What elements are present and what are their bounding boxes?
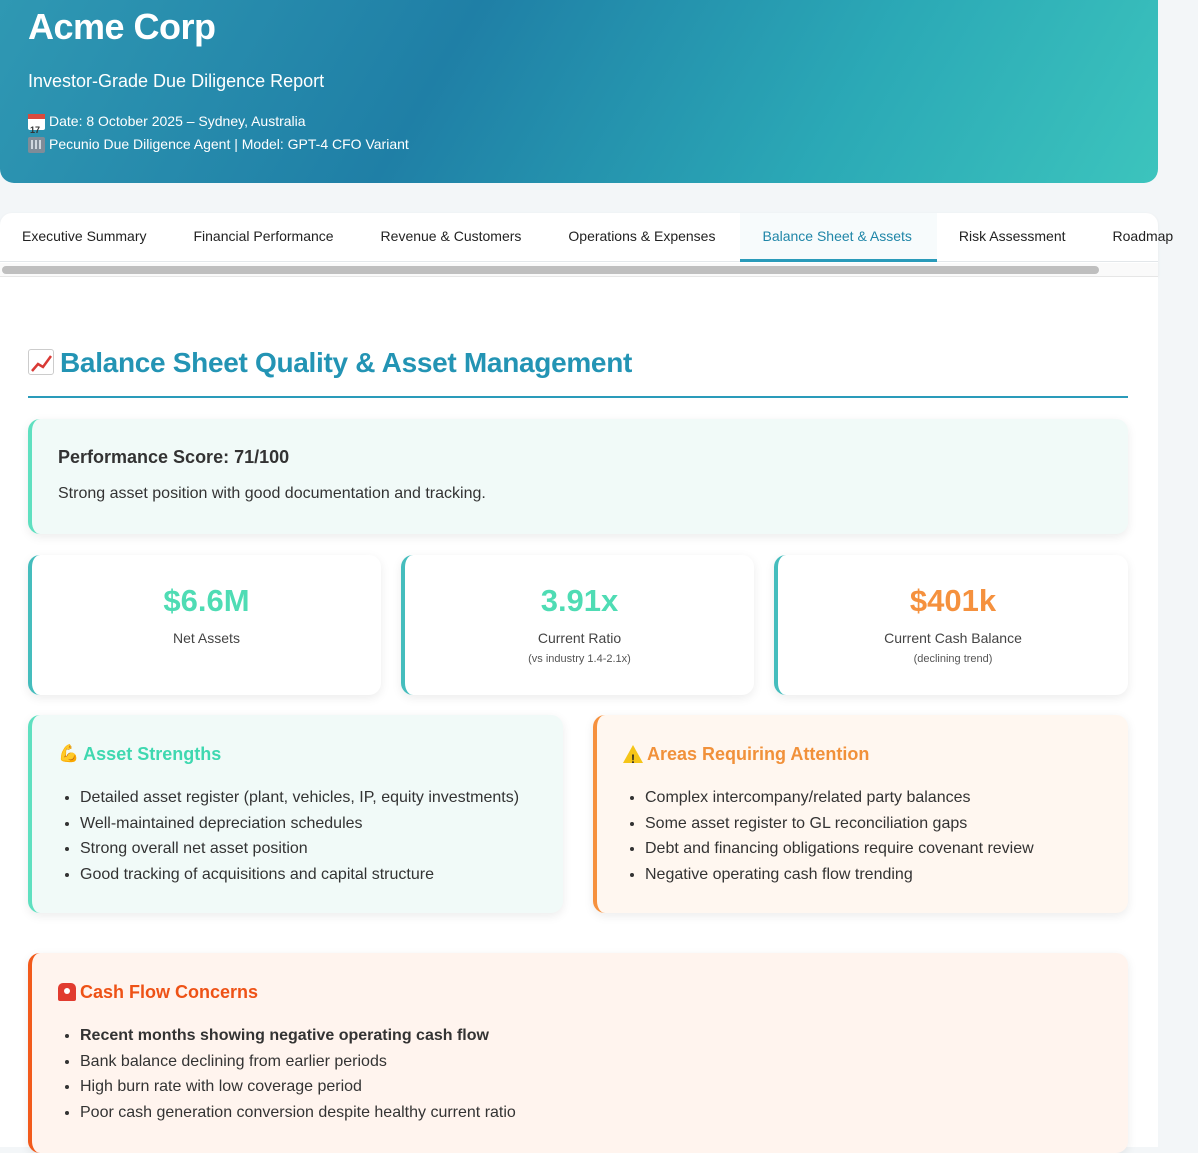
metric-card-cash-balance bbox=[774, 555, 1128, 695]
list-item: • High burn rate with low coverage period bbox=[80, 1074, 1128, 1100]
list-item: • Bank balance declining from earlier periods bbox=[80, 1049, 1128, 1075]
list-item: • Debt and financing obligations require covenant review bbox=[645, 836, 1128, 862]
list-item: • Good tracking of acquisitions and capital structure bbox=[80, 862, 563, 888]
list-item: • Recent months showing negative operating cash flow bbox=[80, 1023, 1128, 1049]
attention-heading: ! Areas Requiring Attention bbox=[623, 743, 1128, 765]
report-header bbox=[0, 0, 1158, 183]
office-building-icon bbox=[28, 137, 45, 153]
metric-note: (declining trend) bbox=[913, 653, 993, 665]
list-item: • Detailed asset register (plant, vehicles, IP, equity investments) bbox=[80, 785, 563, 811]
metric-value: $6.6M bbox=[163, 583, 250, 618]
tab-panel bbox=[0, 277, 1158, 1147]
section-header bbox=[28, 345, 1128, 398]
date-text: Date: 8 October 2025 – Sydney, Australia bbox=[49, 113, 306, 129]
tab-scrollbar-thumb[interactable] bbox=[2, 266, 1099, 274]
chart-increasing-icon bbox=[28, 349, 54, 375]
metric-value: 3.91x bbox=[540, 583, 619, 618]
list-item: • Poor cash generation conversion despite healthy current ratio bbox=[80, 1100, 1128, 1126]
attention-list bbox=[623, 785, 1128, 888]
attention-areas-card bbox=[593, 715, 1128, 913]
report-meta bbox=[28, 110, 1158, 156]
metric-card-net-assets bbox=[28, 555, 381, 695]
performance-description: Strong asset position with good documentation and tracking. bbox=[58, 485, 486, 502]
agent-text: Pecunio Due Diligence Agent | Model: GPT-4 CFO Variant bbox=[49, 136, 409, 152]
metric-label: Current Cash Balance bbox=[884, 630, 1022, 646]
tab-financial-performance[interactable]: Financial Performance bbox=[193, 228, 334, 244]
tab-revenue-customers[interactable]: Revenue & Customers bbox=[380, 228, 522, 244]
flexed-biceps-icon: 💪 bbox=[58, 744, 80, 763]
metric-label: Current Ratio bbox=[537, 630, 622, 646]
list-item: • Strong overall net asset position bbox=[80, 836, 563, 862]
metric-label: Net Assets bbox=[173, 630, 240, 646]
agent-row bbox=[28, 133, 1158, 156]
list-item: • Negative operating cash flow trending bbox=[645, 862, 1128, 888]
performance-score: Performance Score: 71/100 bbox=[58, 447, 290, 467]
company-name: Acme Corp bbox=[28, 6, 216, 47]
asset-strengths-card bbox=[28, 715, 563, 913]
tab-balance-sheet-assets[interactable]: Balance Sheet & Assets bbox=[740, 213, 936, 262]
strengths-heading: 💪 Asset Strengths bbox=[58, 744, 222, 764]
list-item: • Well-maintained depreciation schedules bbox=[80, 811, 563, 837]
performance-score-card bbox=[28, 419, 1128, 534]
cash-flow-concerns-card bbox=[28, 953, 1128, 1153]
cash-heading: Cash Flow Concerns bbox=[58, 981, 1128, 1003]
tab-risk-assessment[interactable]: Risk Assessment bbox=[958, 228, 1066, 244]
tab-scrollbar[interactable] bbox=[0, 263, 1158, 277]
strengths-list bbox=[58, 785, 563, 888]
warning-icon bbox=[623, 745, 643, 763]
siren-icon bbox=[58, 983, 76, 1001]
list-item: • Some asset register to GL reconciliation gaps bbox=[645, 811, 1128, 837]
tab-executive-summary[interactable]: Executive Summary bbox=[22, 228, 147, 244]
list-item: • Complex intercompany/related party balances bbox=[645, 785, 1128, 811]
metric-note: (vs industry 1.4-2.1x) bbox=[528, 653, 631, 665]
tab-operations-expenses[interactable]: Operations & Expenses bbox=[568, 228, 716, 244]
section-title: Balance Sheet Quality & Asset Management bbox=[60, 347, 633, 378]
tab-roadmap[interactable]: Roadmap bbox=[1112, 228, 1174, 244]
metric-value: $401k bbox=[909, 583, 997, 618]
report-subtitle: Investor-Grade Due Diligence Report bbox=[28, 71, 325, 91]
tab-bar bbox=[0, 213, 1174, 277]
date-row bbox=[28, 110, 1158, 133]
calendar-icon: 17 bbox=[28, 114, 45, 130]
cash-list bbox=[58, 1023, 1128, 1126]
metric-card-current-ratio bbox=[401, 555, 754, 695]
